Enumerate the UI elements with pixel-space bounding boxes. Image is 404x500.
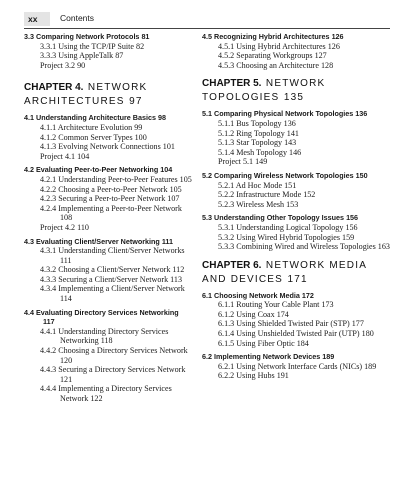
- toc-entry-number: 6.1.4: [218, 329, 235, 339]
- toc-entry-number: 4.5: [202, 32, 212, 41]
- toc-entry-number: 5.3.2: [218, 232, 235, 242]
- toc-section-entry: [202, 291, 394, 301]
- toc-entry-number: 5.1.3: [218, 138, 235, 148]
- toc-entry-title: Architecture Evolution: [57, 122, 133, 132]
- toc-entry-page: 81: [141, 32, 150, 41]
- toc-entry-page: 156: [345, 222, 358, 232]
- toc-entry-page: 141: [286, 128, 299, 138]
- toc-entry-page: 174: [276, 309, 289, 319]
- toc-entry-number: 4.2.3: [40, 194, 57, 204]
- toc-entry-page: 117: [43, 317, 55, 327]
- toc-entry-page: 159: [342, 232, 355, 242]
- toc-section-entry: [24, 165, 192, 175]
- toc-entry-number: 4.5.2: [218, 51, 235, 61]
- toc-entry-title: Common Server Types: [58, 132, 133, 142]
- toc-entry-number: 4.2: [24, 165, 34, 175]
- toc-entry-number: 6.1.5: [218, 338, 235, 348]
- toc-section-entry: [202, 213, 394, 223]
- page-folio: xx: [24, 12, 50, 26]
- toc-entry-number: 5.3.3: [218, 242, 235, 252]
- toc-project-entry: [24, 223, 192, 233]
- toc-entry-page: 180: [361, 329, 374, 339]
- toc-entry-title: Bus Topology: [236, 118, 282, 128]
- toc-subsection-entry: [202, 181, 394, 191]
- toc-entry-title: Understanding Other Topology Issues: [214, 213, 345, 223]
- toc-entry-number: 5.2.3: [218, 199, 235, 209]
- toc-entry-page: 136: [355, 109, 368, 119]
- toc-subsection-entry: [24, 204, 192, 223]
- toc-entry-title: Using Coax: [236, 309, 275, 319]
- toc-entry-number: 4.3: [24, 236, 34, 246]
- toc-subsection-entry: [24, 275, 192, 285]
- toc-entry-title: Using Fiber Optic: [236, 338, 295, 348]
- chapter-heading: [24, 80, 192, 108]
- toc-list: [202, 291, 394, 381]
- toc-subsection-entry: [202, 329, 394, 339]
- toc-entry-page: 189: [322, 352, 335, 362]
- toc-entry-title: Ad Hoc Mode: [235, 180, 283, 190]
- toc-subsection-entry: [202, 129, 394, 139]
- toc-entry-page: 172: [301, 290, 314, 300]
- toc-entry-page: 118: [100, 336, 113, 346]
- toc-entry-page: 113: [170, 274, 183, 284]
- toc-entry-number: 4.1: [24, 113, 34, 123]
- left-column: [24, 32, 192, 404]
- toc-entry-page: 105: [179, 174, 192, 184]
- toc-entry-title: Choosing Network Media: [214, 290, 300, 300]
- toc-entry-page: 184: [296, 338, 309, 348]
- chapter-label: CHAPTER 5.: [202, 78, 262, 90]
- toc-entry-number: 4.5.3: [218, 60, 235, 70]
- toc-subsection-entry: [24, 142, 192, 152]
- toc-entry-page: 126: [331, 32, 344, 41]
- toc-entry-title: Using Hybrid Architectures: [236, 41, 326, 51]
- toc-entry-page: 156: [346, 213, 359, 223]
- toc-entry-page: 82: [136, 41, 145, 51]
- toc-entry-number: 4.2.4: [40, 203, 57, 213]
- toc-project-entry: [24, 61, 192, 71]
- chapter-heading: [202, 258, 394, 286]
- toc-entry-title: Using Hubs: [236, 371, 275, 381]
- toc-subsection-entry: [24, 384, 192, 403]
- toc-entry-title: Infrastructure Mode: [236, 190, 302, 200]
- toc-entry-title: Using the TCP/IP Suite: [58, 41, 134, 51]
- toc-entry-title: Implementing a Directory Services Network: [58, 384, 172, 403]
- toc-subsection-entry: [202, 371, 394, 381]
- toc-project-entry: [202, 157, 394, 167]
- toc-entry-number: 4.3.2: [40, 265, 57, 275]
- toc-entry-title: Evaluating Peer-to-Peer Networking: [36, 165, 159, 175]
- toc-entry-number: 5.2.1: [218, 180, 235, 190]
- toc-section-entry: [24, 32, 192, 42]
- toc-entry-page: 120: [60, 355, 73, 365]
- toc-entry-title: Choosing a Client/Server Network: [58, 265, 171, 275]
- toc-entry-title: Understanding Architecture Basics: [36, 113, 156, 123]
- toc-entry-page: 104: [160, 165, 173, 175]
- toc-entry-page: 127: [314, 51, 327, 61]
- toc-entry-number: 5.2.2: [218, 190, 235, 200]
- toc-section-entry: [202, 171, 394, 181]
- toc-entry-title: Implementing a Peer-to-Peer Network: [58, 203, 182, 213]
- toc-subsection-entry: [202, 148, 394, 158]
- toc-entry-number: 3.3: [24, 32, 34, 41]
- chapter-page: 171: [287, 273, 308, 285]
- toc-entry-number: 6.1.3: [218, 319, 235, 329]
- toc-entry-number: 5.3.1: [218, 222, 235, 232]
- toc-entry-page: 108: [60, 213, 73, 223]
- toc-entry-number: 3.3.1: [40, 41, 57, 51]
- toc-entry-page: 99: [134, 122, 143, 132]
- toc-entry-number: 5.2: [202, 170, 212, 180]
- toc-entry-page: 153: [286, 199, 299, 209]
- toc-entry-number: 6.2.2: [218, 371, 235, 381]
- toc-entry-number: 5.1: [202, 109, 212, 119]
- toc-entry-page: 105: [169, 184, 182, 194]
- toc-entry-page: 151: [284, 180, 297, 190]
- toc-subsection-entry: [24, 194, 192, 204]
- toc-entry-title: Evaluating Directory Services Networking: [36, 307, 179, 317]
- toc-entry-number: 4.2.2: [40, 184, 57, 194]
- toc-entry-number: 4.5.1: [218, 41, 235, 51]
- toc-entry-title: Comparing Network Protocols: [36, 32, 140, 41]
- toc-list: [24, 32, 192, 74]
- toc-entry-page: 90: [77, 60, 86, 70]
- toc-entry-title: Evolving Network Connections: [58, 142, 161, 152]
- toc-entry-page: 101: [162, 142, 175, 152]
- chapter-title: NETWORK ARCHITECTURES: [24, 82, 148, 108]
- toc-entry-page: 191: [276, 371, 289, 381]
- toc-entry-title: Star Topology: [236, 138, 283, 148]
- toc-section-entry: [24, 308, 192, 327]
- toc-entry-number: 4.3.4: [40, 284, 57, 294]
- toc-entry-title: Using Network Interface Cards (NICs): [236, 361, 363, 371]
- toc-subsection-entry: [202, 190, 394, 200]
- toc-entry-page: 143: [284, 138, 297, 148]
- toc-subsection-entry: [202, 362, 394, 372]
- chapter-label: CHAPTER 6.: [202, 259, 262, 271]
- toc-entry-title: Project 5.1: [218, 157, 254, 167]
- toc-subsection-entry: [24, 133, 192, 143]
- toc-entry-page: 98: [157, 113, 166, 123]
- toc-entry-title: Using AppleTalk: [58, 51, 114, 61]
- toc-entry-title: Comparing Wireless Network Topologies: [214, 170, 354, 180]
- toc-entry-title: Securing a Directory Services Network: [58, 365, 186, 375]
- toc-subsection-entry: [202, 138, 394, 148]
- toc-entry-title: Implementing a Client/Server Network: [58, 284, 185, 294]
- toc-entry-title: Understanding Directory Services Networking: [58, 326, 169, 346]
- toc-entry-title: Choosing a Directory Services Network: [58, 346, 188, 356]
- toc-subsection-entry: [24, 327, 192, 346]
- toc-entry-page: 152: [303, 190, 316, 200]
- chapter-page: 135: [283, 92, 305, 104]
- chapter-title: NETWORK MEDIA AND DEVICES: [202, 259, 367, 285]
- toc-entry-page: 126: [327, 41, 340, 51]
- toc-subsection-entry: [202, 51, 394, 61]
- toc-subsection-entry: [24, 284, 192, 303]
- toc-entry-page: 149: [255, 157, 268, 167]
- chapter-page: 97: [129, 96, 143, 108]
- toc-entry-title: Project 4.2: [40, 222, 76, 232]
- toc-subsection-entry: [24, 42, 192, 52]
- toc-entry-page: 100: [134, 132, 147, 142]
- toc-entry-title: Mesh Topology: [236, 147, 287, 157]
- toc-subsection-entry: [202, 242, 394, 252]
- toc-subsection-entry: [202, 119, 394, 129]
- toc-subsection-entry: [202, 339, 394, 349]
- toc-entry-number: 6.1.1: [218, 300, 235, 310]
- chapter-heading: [202, 76, 394, 104]
- chapter-label: CHAPTER 4.: [24, 82, 84, 94]
- chapter-title: NETWORK TOPOLOGIES: [202, 78, 326, 104]
- toc-entry-title: Comparing Physical Network Topologies: [214, 109, 354, 119]
- toc-list: [24, 113, 192, 403]
- toc-subsection-entry: [24, 346, 192, 365]
- toc-entry-page: 150: [355, 170, 368, 180]
- toc-entry-page: 122: [90, 394, 103, 403]
- toc-entry-title: Choosing an Architecture: [236, 60, 319, 70]
- toc-entry-page: 136: [283, 118, 296, 128]
- toc-entry-title: Understanding Client/Server Networks: [58, 246, 185, 256]
- toc-entry-title: Combining Wired and Wireless Topologies: [236, 242, 376, 252]
- toc-entry-title: Using Unshielded Twisted Pair (UTP): [236, 329, 360, 339]
- toc-entry-number: 4.4.3: [40, 365, 57, 375]
- toc-subsection-entry: [202, 223, 394, 233]
- toc-entry-page: 111: [60, 255, 72, 265]
- toc-entry-title: Securing a Client/Server Network: [58, 274, 169, 284]
- toc-entry-page: 107: [167, 194, 180, 204]
- toc-entry-title: Recognizing Hybrid Architectures: [214, 32, 330, 41]
- toc-entry-page: 146: [289, 147, 302, 157]
- toc-entry-title: Project 3.2: [40, 60, 76, 70]
- toc-subsection-entry: [24, 246, 192, 265]
- toc-entry-number: 4.2.1: [40, 174, 57, 184]
- toc-list: [202, 109, 394, 251]
- toc-list: [202, 32, 394, 70]
- toc-entry-number: 4.4: [24, 307, 34, 317]
- toc-section-entry: [202, 352, 394, 362]
- running-head: Contents: [60, 13, 95, 23]
- toc-entry-number: 4.1.2: [40, 132, 57, 142]
- right-column: [202, 32, 394, 381]
- toc-entry-page: 104: [77, 151, 90, 161]
- entry-gap: [24, 70, 192, 74]
- toc-entry-title: Project 4.1: [40, 151, 76, 161]
- toc-section-entry: [202, 109, 394, 119]
- toc-subsection-entry: [24, 185, 192, 195]
- toc-entry-title: Using Shielded Twisted Pair (STP): [236, 319, 350, 329]
- toc-entry-title: Evaluating Client/Server Networking: [36, 236, 160, 246]
- toc-entry-number: 6.1: [202, 290, 212, 300]
- toc-subsection-entry: [24, 175, 192, 185]
- toc-entry-title: Understanding Peer-to-Peer Features: [58, 174, 178, 184]
- toc-subsection-entry: [202, 42, 394, 52]
- toc-entry-number: 3.3.3: [40, 51, 57, 61]
- toc-subsection-entry: [202, 310, 394, 320]
- toc-entry-page: 110: [77, 222, 89, 232]
- toc-subsection-entry: [202, 300, 394, 310]
- toc-entry-number: 4.3.3: [40, 274, 57, 284]
- toc-entry-title: Understanding Logical Topology: [236, 222, 344, 232]
- toc-entry-title: Separating Workgroups: [236, 51, 313, 61]
- toc-entry-number: 5.1.2: [218, 128, 235, 138]
- toc-entry-page: 114: [60, 294, 72, 304]
- toc-subsection-entry: [202, 61, 394, 71]
- toc-entry-page: 87: [115, 51, 124, 61]
- toc-entry-title: Wireless Mesh: [236, 199, 285, 209]
- toc-entry-number: 4.3.1: [40, 246, 57, 256]
- toc-entry-number: 6.2: [202, 352, 212, 362]
- toc-entry-number: 6.2.1: [218, 361, 235, 371]
- toc-section-entry: [24, 237, 192, 247]
- toc-entry-number: 5.1.1: [218, 118, 235, 128]
- toc-subsection-entry: [24, 265, 192, 275]
- toc-entry-page: 173: [321, 300, 334, 310]
- toc-entry-title: Routing Your Cable Plant: [236, 300, 320, 310]
- toc-project-entry: [24, 152, 192, 162]
- page-header: [24, 10, 390, 29]
- toc-entry-page: 112: [172, 265, 185, 275]
- toc-entry-number: 4.4.1: [40, 326, 57, 336]
- toc-entry-number: 4.4.2: [40, 346, 57, 356]
- toc-subsection-entry: [24, 365, 192, 384]
- toc-entry-page: 111: [161, 236, 174, 246]
- toc-subsection-entry: [24, 51, 192, 61]
- toc-entry-page: 128: [320, 60, 334, 70]
- toc-entry-number: 4.1.3: [40, 142, 57, 152]
- toc-entry-number: 5.3: [202, 213, 212, 223]
- toc-section-entry: [24, 113, 192, 123]
- toc-entry-number: 6.1.2: [218, 309, 235, 319]
- toc-entry-title: Implementing Network Devices: [214, 352, 321, 362]
- toc-subsection-entry: [202, 233, 394, 243]
- toc-entry-title: Using Wired Hybrid Topologies: [236, 232, 341, 242]
- toc-subsection-entry: [202, 200, 394, 210]
- toc-section-entry: [202, 32, 394, 42]
- toc-entry-title: Choosing a Peer-to-Peer Network: [58, 184, 168, 194]
- toc-entry-page: 163: [377, 242, 390, 252]
- toc-entry-page: 121: [60, 374, 73, 384]
- toc-entry-page: 189: [364, 361, 377, 371]
- toc-entry-number: 5.1.4: [218, 147, 235, 157]
- toc-subsection-entry: [24, 123, 192, 133]
- toc-entry-page: 177: [351, 319, 364, 329]
- toc-entry-number: 4.1.1: [40, 122, 57, 132]
- toc-entry-title: Securing a Peer-to-Peer Network: [58, 194, 166, 204]
- toc-entry-number: 4.4.4: [40, 384, 57, 394]
- toc-entry-title: Ring Topology: [236, 128, 285, 138]
- toc-subsection-entry: [202, 319, 394, 329]
